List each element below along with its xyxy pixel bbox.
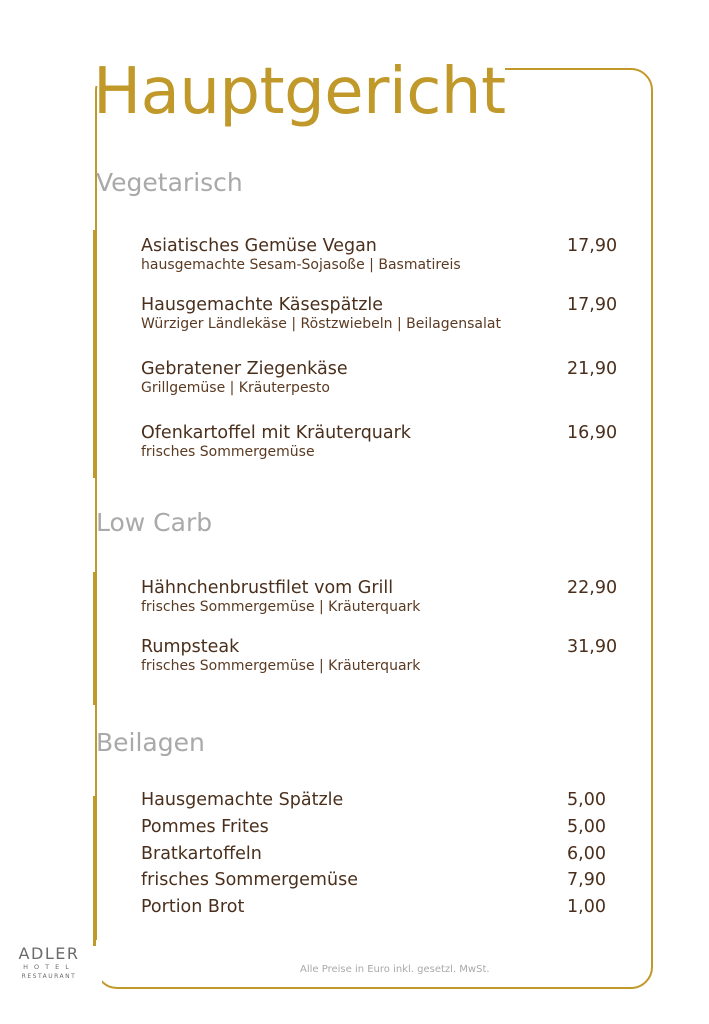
section-bar bbox=[93, 796, 96, 946]
item-name: Asiatisches Gemüse Vegan bbox=[141, 236, 377, 256]
menu-item bbox=[141, 578, 621, 616]
item-price: 22,90 bbox=[567, 578, 618, 598]
side-item bbox=[141, 817, 621, 837]
item-description: frisches Sommergemüse bbox=[141, 444, 315, 460]
item-name: Bratkartoffeln bbox=[141, 844, 262, 864]
price-note: Alle Preise in Euro inkl. gesetzl. MwSt. bbox=[300, 964, 490, 975]
item-description: hausgemachte Sesam-Sojasoße | Basmatireis bbox=[141, 257, 461, 273]
item-description: Grillgemüse | Kräuterpesto bbox=[141, 380, 330, 396]
item-price: 5,00 bbox=[567, 790, 606, 810]
item-name: Hausgemachte Spätzle bbox=[141, 790, 344, 810]
item-description: frisches Sommergemüse | Kräuterquark bbox=[141, 599, 421, 615]
menu-item bbox=[141, 236, 621, 274]
item-price: 17,90 bbox=[567, 295, 618, 315]
item-price: 17,90 bbox=[567, 236, 618, 256]
section-title-low-carb: Low Carb bbox=[96, 508, 213, 537]
item-price: 21,90 bbox=[567, 359, 618, 379]
item-price: 1,00 bbox=[567, 897, 606, 917]
menu-item bbox=[141, 295, 621, 333]
section-bar bbox=[93, 572, 96, 705]
adler-logo bbox=[14, 946, 84, 981]
logo-restaurant: RESTAURANT bbox=[21, 973, 77, 980]
item-description: Würziger Ländlekäse | Röstzwiebeln | Beilagensalat bbox=[141, 316, 501, 332]
menu-item bbox=[141, 359, 621, 397]
item-price: 5,00 bbox=[567, 817, 606, 837]
logo-name: ADLER bbox=[18, 944, 80, 963]
item-name: Gebratener Ziegenkäse bbox=[141, 359, 348, 379]
menu-item bbox=[141, 637, 621, 675]
item-name: Pommes Frites bbox=[141, 817, 269, 837]
side-item bbox=[141, 870, 621, 890]
item-price: 6,00 bbox=[567, 844, 606, 864]
item-name: Rumpsteak bbox=[141, 637, 240, 657]
page-title: Hauptgericht bbox=[93, 55, 506, 129]
item-price: 31,90 bbox=[567, 637, 618, 657]
section-bar bbox=[93, 230, 96, 478]
logo-hotel: HOTEL bbox=[23, 963, 75, 971]
side-item bbox=[141, 897, 621, 917]
item-price: 16,90 bbox=[567, 423, 618, 443]
item-price: 7,90 bbox=[567, 870, 606, 890]
item-name: Hausgemachte Käsespätzle bbox=[141, 295, 384, 315]
item-name: frisches Sommergemüse bbox=[141, 870, 358, 890]
item-name: Ofenkartoffel mit Kräuterquark bbox=[141, 423, 411, 443]
section-title-beilagen: Beilagen bbox=[96, 728, 205, 757]
side-item bbox=[141, 790, 621, 810]
section-title-vegetarisch: Vegetarisch bbox=[96, 168, 243, 197]
item-name: Hähnchenbrustfilet vom Grill bbox=[141, 578, 394, 598]
item-description: frisches Sommergemüse | Kräuterquark bbox=[141, 658, 421, 674]
item-name: Portion Brot bbox=[141, 897, 245, 917]
side-item bbox=[141, 844, 621, 864]
menu-item bbox=[141, 423, 621, 461]
